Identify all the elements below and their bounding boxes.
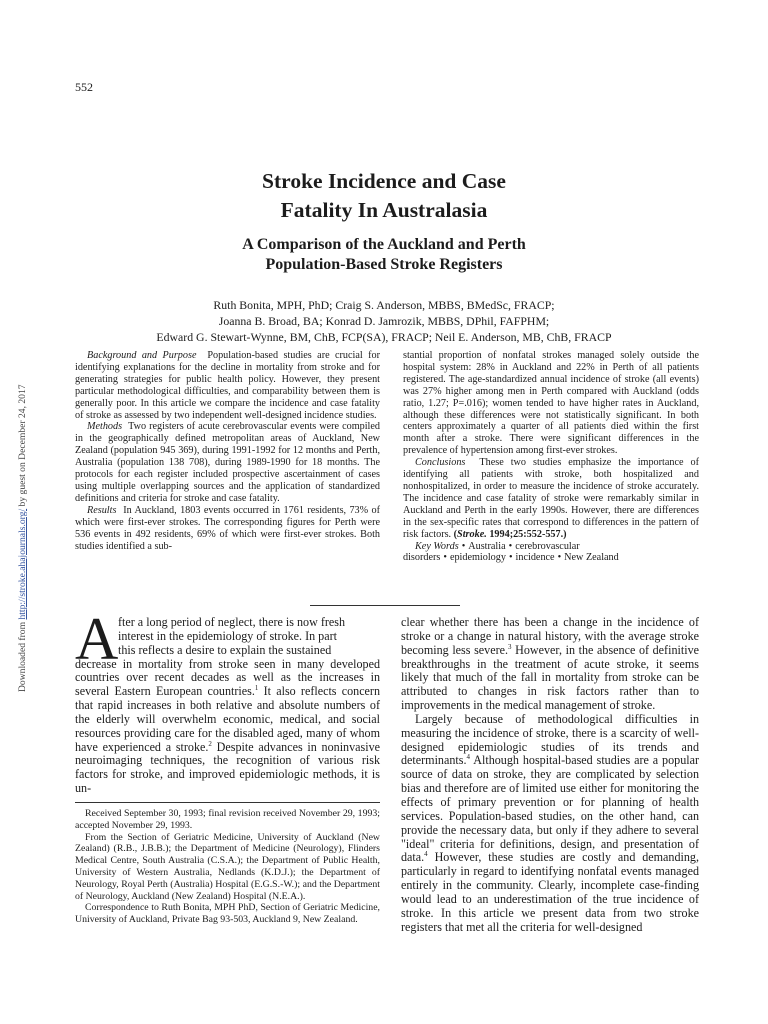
background-label: Background and Purpose [87,350,197,361]
ref-4b: 4 [424,850,428,859]
footnotes [75,808,380,926]
bullet-icon: • [461,540,466,552]
ref-4: 4 [466,753,470,762]
keyword-item: New Zealand [564,552,619,564]
citation [454,529,567,540]
author-line-1: Ruth Bonita, MPH, PhD; Craig S. Anderson, MBBS, BMedSc, FRACP; [213,298,555,312]
dropcap-line-1: fter a long period of neglect, there is now fresh [118,615,346,629]
intro-paragraph [75,606,381,796]
bullet-icon: • [443,552,447,564]
download-notice [17,384,28,692]
methods-label: Methods [87,421,123,433]
conclusions-text: These two studies emphasize the importance of identifying all patients with stroke, both hospitalized and nonhospitalized, in order to measure the incidence of stroke accurately. The incidence and case fatality of stroke were remarkably similar in Auckland and Perth in the early 1990s. However, there are differences in the sex-specific rates that correspond to differences in the pattern of risk factors. [403,457,700,540]
footnote-received: Received September 30, 1993; final revision received November 29, 1993; accepted November 29, 1993. [75,808,380,831]
results-text-left: In Auckland, 1803 events occurred in 1761 residents, 73% of which were first-ever strokes. The corresponding figures for Perth were 536 events in 492 residents, 69% of which were first-ever strokes. Both studies identified a sub- [75,504,381,552]
download-notice-prefix: Downloaded from [17,619,28,692]
abstract-conclusions [403,457,699,540]
intro-text-b: It also reflects concern that rapid increases in both relative and absolute numbers of the elderly will overwhelm economic, medical, and social resources providing care for the disabled aged, many of whom have experienced a stroke. [75,684,380,754]
bullet-icon: • [508,540,513,552]
keyword-item: cerebrovascular disorders [403,540,580,564]
abstract-methods [75,421,380,504]
abstract-right-column [403,350,699,564]
dropcap-line-2: interest in the epidemiology of stroke. In part [118,628,337,643]
footnote-affiliations: From the Section of Geriatric Medicine, University of Auckland (New Zealand) (R.B., J.B.B.); the Department of Medicine (Neurology), Flinders Medical Centre, South Australia (C.S.A.); the Department of Public Health, University of Western Australia, Nedlands (K.D.J.); the Department of Neurology, Royal Perth (Australia) Hospital (E.G.S.-W.); and the Department of Neurology, Auckland (New Zealand) Hospital (N.E.A.). [75,831,380,902]
abstract-results [75,505,380,553]
author-line-3: Edward G. Stewart-Wynne, BM, ChB, FCP(SA), FRACP; Neil E. Anderson, MB, ChB, FRACP [156,330,612,344]
dropcap-line-3: this reflects a desire to explain the sustained [118,642,332,657]
ref-2: 2 [208,739,212,748]
bullet-icon: • [557,552,562,564]
download-notice-suffix: by guest on December 24, 2017 [17,384,28,509]
keyword-item: epidemiology [449,552,506,564]
keywords-label: Key Words [415,540,459,552]
keywords [403,541,699,565]
footnote-rule [75,802,380,803]
article-title-line-1: Stroke Incidence and Case [262,169,506,193]
abstract-left-column [75,350,380,552]
methods-text: Two registers of acute cerebrovascular events were compiled in the geographically defined metropolitan areas of Auckland, New Zealand (population 945 369), during 1991-1992 for 12 months and Perth, Australia (population 138 708), during 1989-1990 for 18 months. The protocols for each register included prospective ascertainment of cases using multiple overlapping sources and the application of standardized definitions and criteria for stroke and case fatality. [75,421,381,504]
abstract-background [75,350,380,421]
article-subtitle [0,235,768,275]
ref-1: 1 [254,684,259,693]
body-text-1b: However, in the absence of definitive breakthroughs in the treatment of acute stroke, it seems likely that much of the fall in mortality from stroke can be attributed to changes in risk factors rather than to improvements in the medical management of stroke. [401,642,699,713]
article-title-line-2: Fatality In Australasia [280,198,488,222]
citation-text: 1994;25:552-557.) [489,528,567,540]
journal-link[interactable]: http://stroke.ahajournals.org/ [17,508,28,620]
intro-text-c: Despite advances in noninvasive neuroimaging techniques, the recognition of various risk factors for stroke, and improved epidemiologic methods, it is un- [75,739,381,796]
body-text-2a: Largely because of methodological difficulties in measuring the incidence of stroke, there is a scarcity of well-designed epidemiologic studies of its trends and determinants. [401,711,699,768]
body-text-1a: clear whether there has been a change in the incidence of stroke or a change in natural history, with the average stroke becoming less severe. [401,615,699,657]
conclusions-label: Conclusions [415,457,466,469]
author-line-2: Joanna B. Broad, BA; Konrad D. Jamrozik, MBBS, DPhil, FAFPHM; [218,314,550,328]
subtitle-line-2: Population-Based Stroke Registers [265,256,503,273]
citation-open: ( [453,528,458,540]
body-text-2b: Although hospital-based studies are a popular source of data on stroke, they are complicated by selection bias and therefore are of limited use either for monitoring the effects of primary prevention or for planning of health services. Population-based studies, on the other hand, can provide the necessary data, but only if they adhere to several "ideal" criteria for definitions, design, and presentation of data. [401,753,699,865]
keyword-item: incidence [515,552,555,564]
page-number: 552 [75,80,93,94]
title-block [0,167,768,345]
body-paragraph-1 [401,616,699,713]
author-list [0,297,768,345]
ref-3: 3 [508,642,512,651]
body-paragraph-2 [401,713,699,935]
citation-journal: Stroke. [457,528,487,540]
drop-cap: A [75,606,119,672]
background-text: Population-based studies are crucial for identifying explanations for the decline in mortality from stroke and for generating strategies for public health policy. However, they present particular methodological difficulties, and comparability between them is generally poor. In this article we compare the incidence and case fatality of stroke as assessed by two independent well-designed incidence studies. [75,350,381,421]
body-left-column [75,606,381,796]
keyword-item: Australia [468,540,506,552]
footnote-correspondence: Correspondence to Ruth Bonita, MPH PhD, Section of Geriatric Medicine, University of Auckland, Private Bag 93-503, Auckland 9, New Zealand. [75,902,380,926]
body-right-column [401,616,699,934]
subtitle-line-1: A Comparison of the Auckland and Perth [242,236,526,253]
section-divider [310,605,460,606]
abstract-results-continued: stantial proportion of nonfatal strokes managed solely outside the hospital system: 28% in Auckland and 22% in Perth of all patients registered. The age-standardized annual incidence of stroke (all events) was 27% higher among men in Perth compared with Auckland (odds ratio, 1.27; P=.016); women tended to have higher rates in Auckland, although these differences were not statistically significant. In both centers approximately a quarter of all patients died within the first month after a stroke. There were significant differences in the prevalence of hypertension among first-ever strokes. [403,350,699,457]
intro-text-a: decrease in mortality from stroke seen in many developed countries over recent decades as well as the increases in several Eastern European countries. [75,656,380,699]
body-text-2c: However, these studies are costly and demanding, particularly in regard to identifying nonfatal events managed entirely in the community. Clearly, incomplete case-finding would lead to an underestimation of the true incidence of stroke. In this article we present data from two stroke registers that met all the criteria for well-designed [401,850,699,934]
results-label: Results [87,504,117,516]
bullet-icon: • [508,552,513,564]
